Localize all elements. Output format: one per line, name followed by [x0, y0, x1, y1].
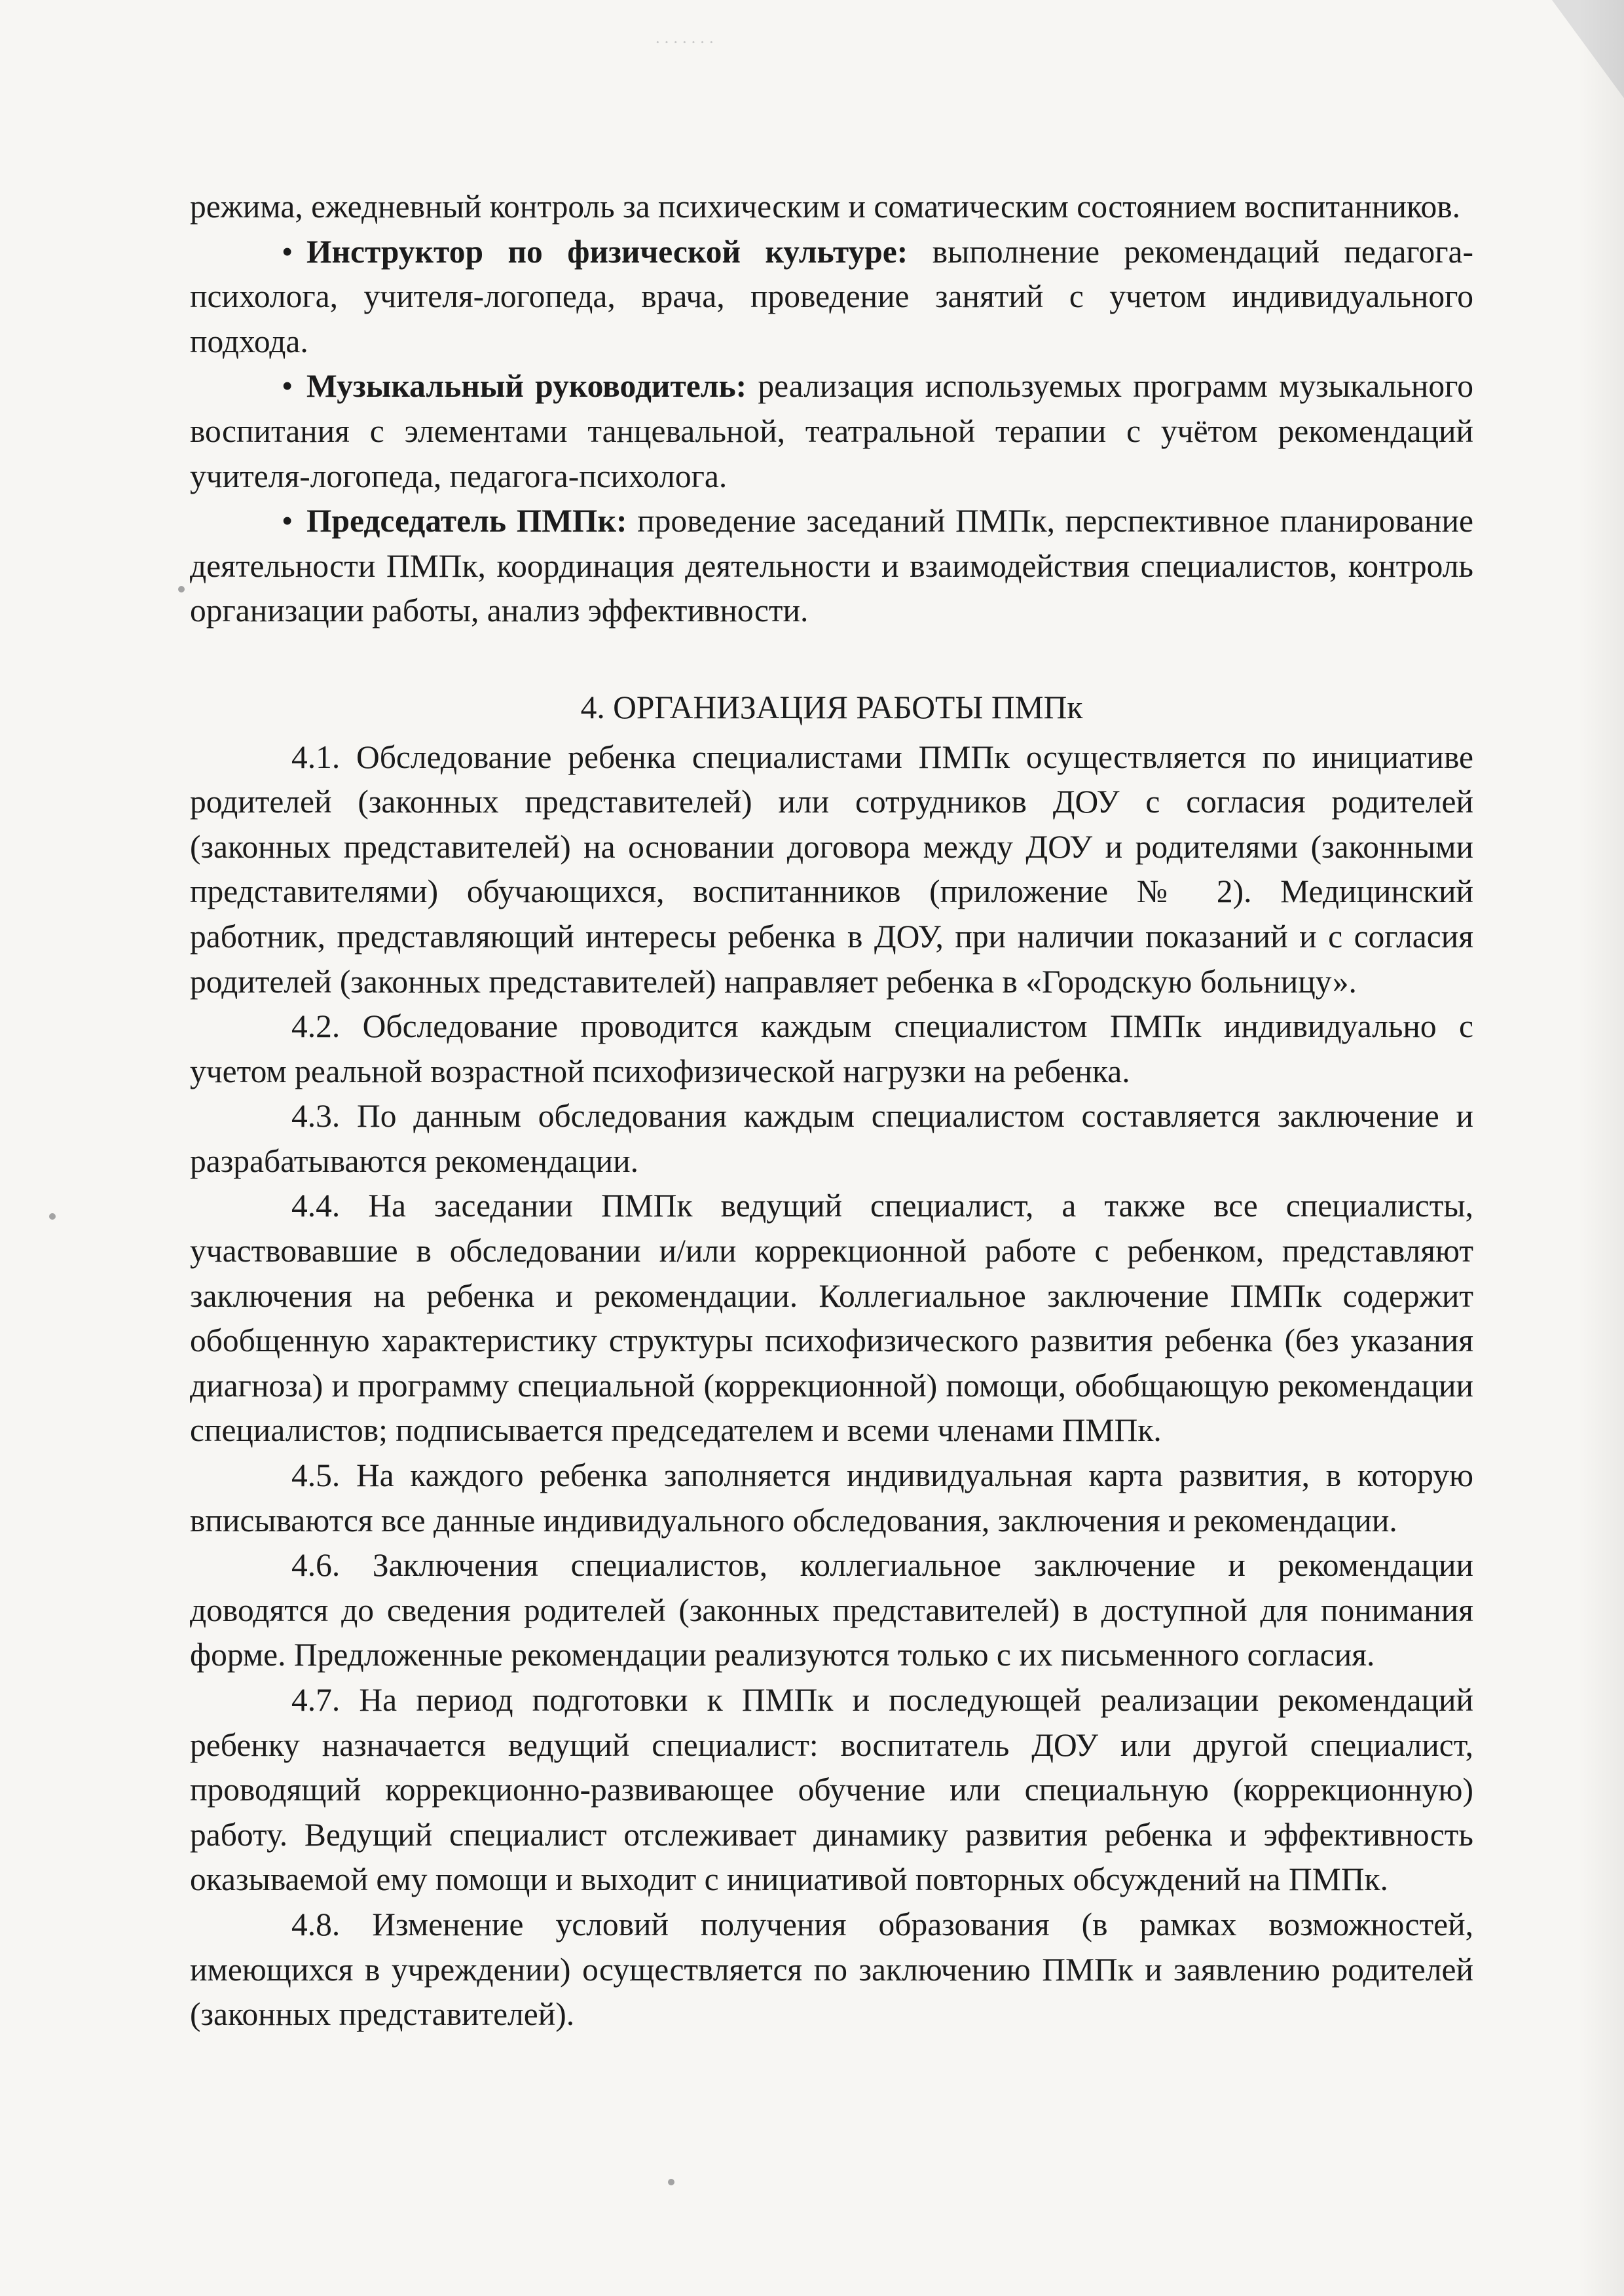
paragraph-4-8: 4.8. Изменение условий получения образования (в рамках возможностей, имеющихся в учреждении) осуществляется по заключению ПМПк и заявлению родителей (законных представителей).: [190, 1906, 1473, 2033]
paragraph-4-7: 4.7. На период подготовки к ПМПк и последующей реализации рекомендаций ребенку назначается ведущий специалист: воспитатель ДОУ или другой специалист, проводящий коррекционно-развивающее обучение или специальную (коррекционную) работу. Ведущий специалист отслеживает динамику развития ребенка и эффективность оказываемой ему помощи и выходит с инициативой повторных обсуждений на ПМПк.: [190, 1682, 1473, 1898]
duty-text: проведение заседаний ПМПк, перспективное планирование деятельности ПМПк, координация деятельности и взаимодействия специалистов, контроль организации работы, анализ эффективности.: [190, 503, 1473, 629]
scan-speck: [668, 2179, 674, 2185]
bullet-icon: •: [282, 368, 293, 405]
paragraph-4-4: 4.4. На заседании ПМПк ведущий специалист, а также все специалисты, участвовавшие в обследовании и/или коррекционной работе с ребенком, представляют заключения на ребенка и рекомендации. Коллегиальное заключение ПМПк содержит обобщенную характеристику структуры психофизического развития ребенка (без указания диагноза) и программу специальной (коррекционной) помощи, обобщающую рекомендации специалистов; подписывается председателем и всеми членами ПМПк.: [190, 1188, 1473, 1449]
intro-paragraph: режима, ежедневный контроль за психическим и соматическим состоянием воспитанников.: [190, 189, 1461, 225]
paragraph-4-6: 4.6. Заключения специалистов, коллегиальное заключение и рекомендации доводятся до сведения родителей (законных представителей) в доступной для понимания форме. Предложенные рекомендации реализуются только с их письменного согласия.: [190, 1547, 1473, 1673]
page-corner-fold: [1552, 0, 1624, 98]
duty-text: реализация используемых программ музыкального воспитания с элементами танцевальной, театральной терапии с учётом рекомендаций учителя-логопеда, педагога-психолога.: [190, 368, 1473, 494]
duty-role: Музыкальный руководитель:: [306, 368, 747, 405]
scan-speck: [178, 586, 185, 592]
bullet-icon: •: [282, 233, 293, 270]
scan-artifact-mark: ·······: [655, 33, 718, 52]
document-body: [190, 185, 1473, 2037]
paragraph-4-1: 4.1. Обследование ребенка специалистами ПМПк осуществляется по инициативе родителей (законных представителей) или сотрудников ДОУ с согласия родителей (законных представителей) на основании договора между ДОУ и родителями (законными представителями) обучающихся, воспитанников (приложение № 2). Медицинский работник, представляющий интересы ребенка в ДОУ, при наличии показаний и с согласия родителей (законных представителей) направляет ребенка в «Городскую больницу».: [190, 738, 1473, 1000]
section-title: 4. ОРГАНИЗАЦИЯ РАБОТЫ ПМПк: [580, 689, 1083, 725]
paragraph-4-2: 4.2. Обследование проводится каждым специалистом ПМПк индивидуально с учетом реальной возрастной психофизической нагрузки на ребенка.: [190, 1008, 1473, 1089]
duty-item-pmpk-chair: [190, 499, 1473, 634]
scan-speck: [49, 1213, 56, 1220]
duty-item-music-director: [190, 364, 1473, 499]
duty-item-physical-instructor: [190, 230, 1473, 365]
paragraph-4-3: 4.3. По данным обследования каждым специалистом составляется заключение и разрабатываются рекомендации.: [190, 1098, 1473, 1179]
duty-role: Председатель ПМПк:: [306, 503, 627, 539]
duty-role: Инструктор по физической культуре:: [306, 233, 908, 270]
bullet-icon: •: [282, 503, 293, 539]
duty-text: выполнение рекомендаций педагога-психолога, учителя-логопеда, врача, проведение занятий с учетом индивидуального подхода.: [190, 233, 1473, 359]
paragraph-4-5: 4.5. На каждого ребенка заполняется индивидуальная карта развития, в которую вписываются все данные индивидуального обследования, заключения и рекомендации.: [190, 1457, 1473, 1539]
